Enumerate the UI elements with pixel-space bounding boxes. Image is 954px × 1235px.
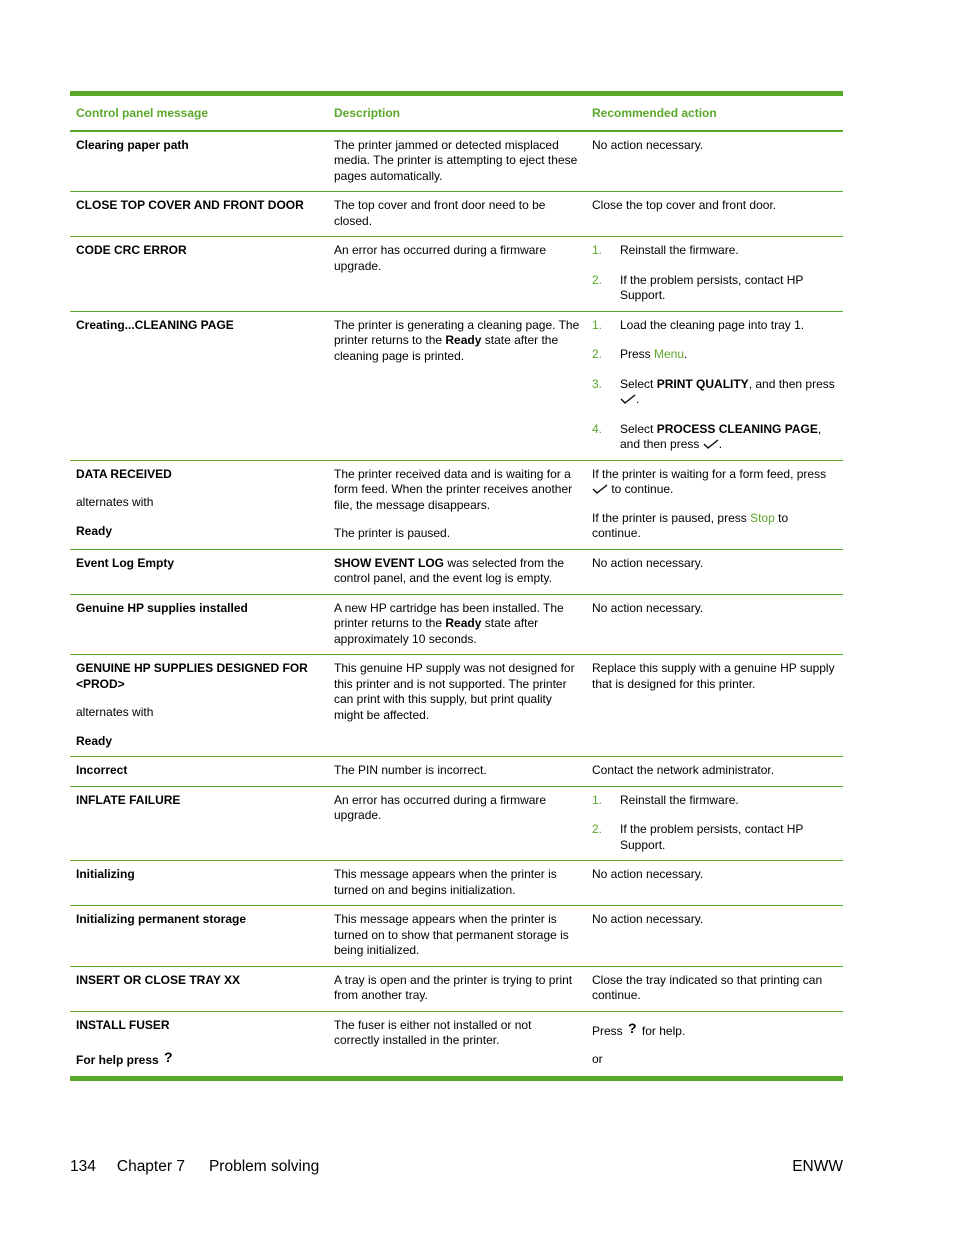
table-row bbox=[70, 131, 843, 192]
list-item bbox=[592, 377, 837, 408]
action-steps bbox=[592, 243, 837, 304]
page-number: 134 bbox=[70, 1158, 96, 1175]
text-run: If the printer is waiting for a form feed, press bbox=[592, 466, 827, 481]
action-text bbox=[592, 1021, 837, 1040]
message-text: INFLATE FAILURE bbox=[76, 792, 181, 807]
action-text: No action necessary. bbox=[592, 555, 704, 570]
help-icon: ? bbox=[164, 1049, 173, 1065]
text-run: The printer is generating a cleaning page. The printer returns to the bbox=[334, 317, 580, 347]
step-number: 1. bbox=[592, 792, 603, 807]
message-text: Genuine HP supplies installed bbox=[76, 600, 248, 615]
list-item bbox=[592, 422, 837, 453]
message-cell bbox=[70, 655, 328, 757]
message-text: Ready bbox=[76, 733, 113, 748]
menu-keyword: PROCESS CLEANING PAGE bbox=[656, 421, 818, 436]
description-text bbox=[334, 601, 580, 648]
footer-brand: ENWW bbox=[792, 1158, 843, 1175]
action-cell bbox=[586, 786, 843, 861]
text-run: state after the cleaning page is printed. bbox=[334, 333, 559, 363]
description-text: The PIN number is incorrect. bbox=[334, 763, 487, 777]
message-text: CLOSE TOP COVER AND FRONT DOOR bbox=[76, 198, 304, 212]
message-text: INSTALL FUSER bbox=[76, 1017, 170, 1032]
table-row bbox=[70, 192, 843, 237]
description-cell bbox=[328, 861, 586, 906]
step-number: 1. bbox=[592, 317, 603, 332]
action-cell bbox=[586, 594, 843, 655]
header-recommended-action: Recommended action bbox=[592, 106, 717, 120]
message-cell bbox=[70, 757, 328, 787]
message-text: Ready bbox=[76, 523, 113, 538]
step-text: If the problem persists, contact HP Support. bbox=[620, 272, 804, 302]
text-run: to continue. bbox=[608, 482, 674, 496]
description-text: This message appears when the printer is turned on and begins initialization. bbox=[334, 867, 557, 897]
text-run: for help. bbox=[638, 1023, 686, 1038]
action-cell bbox=[586, 906, 843, 967]
message-alternates: alternates with bbox=[76, 495, 154, 509]
message-cell bbox=[70, 906, 328, 967]
text-run: If the printer is paused, press bbox=[592, 510, 751, 525]
control-panel-message-table bbox=[70, 96, 843, 1076]
action-cell bbox=[586, 861, 843, 906]
message-cell bbox=[70, 311, 328, 460]
text-run: was selected from the control panel, and the event log is empty. bbox=[334, 555, 565, 585]
step-number: 4. bbox=[592, 421, 603, 436]
action-cell bbox=[586, 757, 843, 787]
description-cell bbox=[328, 192, 586, 237]
action-text bbox=[592, 467, 837, 498]
action-text: No action necessary. bbox=[592, 867, 704, 881]
step-text bbox=[620, 347, 687, 363]
message-cell bbox=[70, 966, 328, 1011]
ready-keyword: Ready bbox=[445, 616, 482, 630]
checkmark-icon bbox=[620, 394, 636, 404]
description-cell bbox=[328, 311, 586, 460]
checkmark-icon bbox=[592, 484, 608, 494]
action-text: No action necessary. bbox=[592, 137, 704, 152]
action-cell bbox=[586, 237, 843, 312]
header-description: Description bbox=[334, 106, 401, 120]
message-text: Clearing paper path bbox=[76, 137, 189, 152]
table-row bbox=[70, 655, 843, 757]
action-text: No action necessary. bbox=[592, 912, 704, 926]
message-cell bbox=[70, 786, 328, 861]
text-run: Press bbox=[592, 1023, 627, 1038]
message-text: Initializing bbox=[76, 867, 135, 881]
table-row bbox=[70, 861, 843, 906]
table-row bbox=[70, 460, 843, 549]
description-text: This message appears when the printer is turned on to show that permanent storage is being initialized. bbox=[334, 912, 569, 957]
description-cell bbox=[328, 594, 586, 655]
table-row bbox=[70, 237, 843, 312]
action-text: Replace this supply with a genuine HP supply that is designed for this printer. bbox=[592, 661, 835, 691]
action-cell bbox=[586, 549, 843, 594]
message-alternates: alternates with bbox=[76, 705, 154, 719]
message-cell bbox=[70, 237, 328, 312]
text-run: For help press bbox=[76, 1053, 159, 1067]
list-item bbox=[592, 318, 837, 334]
action-text: Contact the network administrator. bbox=[592, 763, 775, 777]
message-text: Incorrect bbox=[76, 763, 128, 777]
step-text: Reinstall the firmware. bbox=[620, 243, 739, 257]
description-cell bbox=[328, 786, 586, 861]
help-icon: ? bbox=[628, 1019, 637, 1036]
description-cell bbox=[328, 131, 586, 192]
section-label: Problem solving bbox=[208, 1158, 320, 1175]
table-row bbox=[70, 311, 843, 460]
action-cell bbox=[586, 966, 843, 1011]
footer-left bbox=[70, 1158, 319, 1176]
description-cell bbox=[328, 966, 586, 1011]
message-text: Creating...CLEANING PAGE bbox=[76, 317, 234, 332]
message-text: CODE CRC ERROR bbox=[76, 243, 187, 257]
table-bottom-rule bbox=[70, 1076, 843, 1081]
message-text: Event Log Empty bbox=[76, 555, 175, 570]
step-text: Load the cleaning page into tray 1. bbox=[620, 317, 805, 332]
message-cell bbox=[70, 861, 328, 906]
action-cell bbox=[586, 192, 843, 237]
list-item bbox=[592, 273, 837, 304]
text-run: A new HP cartridge has been installed. The printer returns to the bbox=[334, 600, 564, 630]
ready-keyword: Ready bbox=[445, 333, 482, 347]
description-text: The printer jammed or detected misplaced media. The printer is attempting to eject these pages automatically. bbox=[334, 137, 578, 183]
action-steps bbox=[592, 318, 837, 453]
menu-keyword: SHOW EVENT LOG bbox=[334, 555, 445, 570]
text-run: . bbox=[684, 347, 688, 361]
stop-button-label: Stop bbox=[750, 510, 775, 525]
description-cell bbox=[328, 549, 586, 594]
description-text: A tray is open and the printer is trying to print from another tray. bbox=[334, 972, 573, 1002]
text-run: to continue. bbox=[592, 510, 789, 540]
chapter-label: Chapter 7 bbox=[116, 1158, 185, 1175]
step-number: 2. bbox=[592, 822, 603, 836]
table-row bbox=[70, 1011, 843, 1076]
description-cell bbox=[328, 237, 586, 312]
action-cell bbox=[586, 460, 843, 549]
message-text: GENUINE HP SUPPLIES DESIGNED FOR <PROD> bbox=[76, 661, 308, 691]
table-row bbox=[70, 594, 843, 655]
message-cell bbox=[70, 549, 328, 594]
step-number: 1. bbox=[592, 243, 603, 257]
description-cell bbox=[328, 460, 586, 549]
table-row bbox=[70, 757, 843, 787]
text-run: Select bbox=[620, 376, 657, 391]
message-cell bbox=[70, 594, 328, 655]
text-run: . bbox=[718, 437, 723, 451]
text-run: , and then press bbox=[748, 376, 835, 391]
header-control-panel-message: Control panel message bbox=[76, 106, 209, 120]
action-text: or bbox=[592, 1052, 603, 1066]
step-text bbox=[620, 377, 837, 408]
table-row bbox=[70, 906, 843, 967]
message-cell bbox=[70, 460, 328, 549]
action-cell bbox=[586, 1011, 843, 1076]
menu-keyword: PRINT QUALITY bbox=[656, 376, 749, 391]
message-text: DATA RECEIVED bbox=[76, 466, 172, 481]
description-cell bbox=[328, 1011, 586, 1076]
step-text bbox=[620, 422, 837, 453]
description-text: The top cover and front door need to be closed. bbox=[334, 198, 546, 228]
message-text bbox=[76, 1050, 322, 1069]
table-row bbox=[70, 966, 843, 1011]
menu-button-label: Menu bbox=[654, 347, 685, 361]
list-item bbox=[592, 793, 837, 809]
action-text: Close the top cover and front door. bbox=[592, 198, 777, 212]
message-cell bbox=[70, 131, 328, 192]
step-number: 2. bbox=[592, 347, 603, 361]
description-cell bbox=[328, 906, 586, 967]
description-text: The printer received data and is waiting for a form feed. When the printer receives another file, the message disappears. bbox=[334, 466, 573, 512]
text-run: , and then press bbox=[620, 421, 822, 451]
action-cell bbox=[586, 655, 843, 757]
text-run: Press bbox=[620, 347, 655, 361]
text-run: . bbox=[636, 392, 640, 406]
action-steps bbox=[592, 793, 837, 854]
description-text: An error has occurred during a firmware upgrade. bbox=[334, 792, 547, 822]
description-text bbox=[334, 556, 580, 587]
message-cell bbox=[70, 192, 328, 237]
message-text: INSERT OR CLOSE TRAY XX bbox=[76, 972, 241, 987]
list-item bbox=[592, 347, 837, 363]
step-number: 2. bbox=[592, 272, 603, 287]
step-text: If the problem persists, contact HP Support. bbox=[620, 822, 804, 852]
description-text: The printer is paused. bbox=[334, 526, 451, 540]
description-text: The fuser is either not installed or not correctly installed in the printer. bbox=[334, 1017, 532, 1047]
description-text: An error has occurred during a firmware upgrade. bbox=[334, 243, 547, 273]
table-header-row bbox=[70, 96, 843, 131]
table-row bbox=[70, 549, 843, 594]
description-text: This genuine HP supply was not designed for this printer and is not supported. The printer can print with this supply, but print quality might be affected. bbox=[334, 661, 575, 722]
message-text: Initializing permanent storage bbox=[76, 912, 247, 926]
action-text bbox=[592, 511, 837, 542]
message-cell bbox=[70, 1011, 328, 1076]
text-run: state after approximately 10 seconds. bbox=[334, 616, 539, 646]
description-cell bbox=[328, 655, 586, 757]
checkmark-icon bbox=[703, 439, 719, 449]
action-cell bbox=[586, 131, 843, 192]
description-cell bbox=[328, 757, 586, 787]
list-item bbox=[592, 822, 837, 853]
action-text: No action necessary. bbox=[592, 600, 704, 615]
step-text: Reinstall the firmware. bbox=[620, 792, 739, 807]
step-number: 3. bbox=[592, 376, 603, 391]
action-cell bbox=[586, 311, 843, 460]
table-row bbox=[70, 786, 843, 861]
description-text bbox=[334, 318, 580, 365]
message-table-container bbox=[70, 91, 843, 1081]
action-text: Close the tray indicated so that printing can continue. bbox=[592, 972, 823, 1002]
text-run: Select bbox=[620, 421, 657, 436]
list-item bbox=[592, 243, 837, 259]
